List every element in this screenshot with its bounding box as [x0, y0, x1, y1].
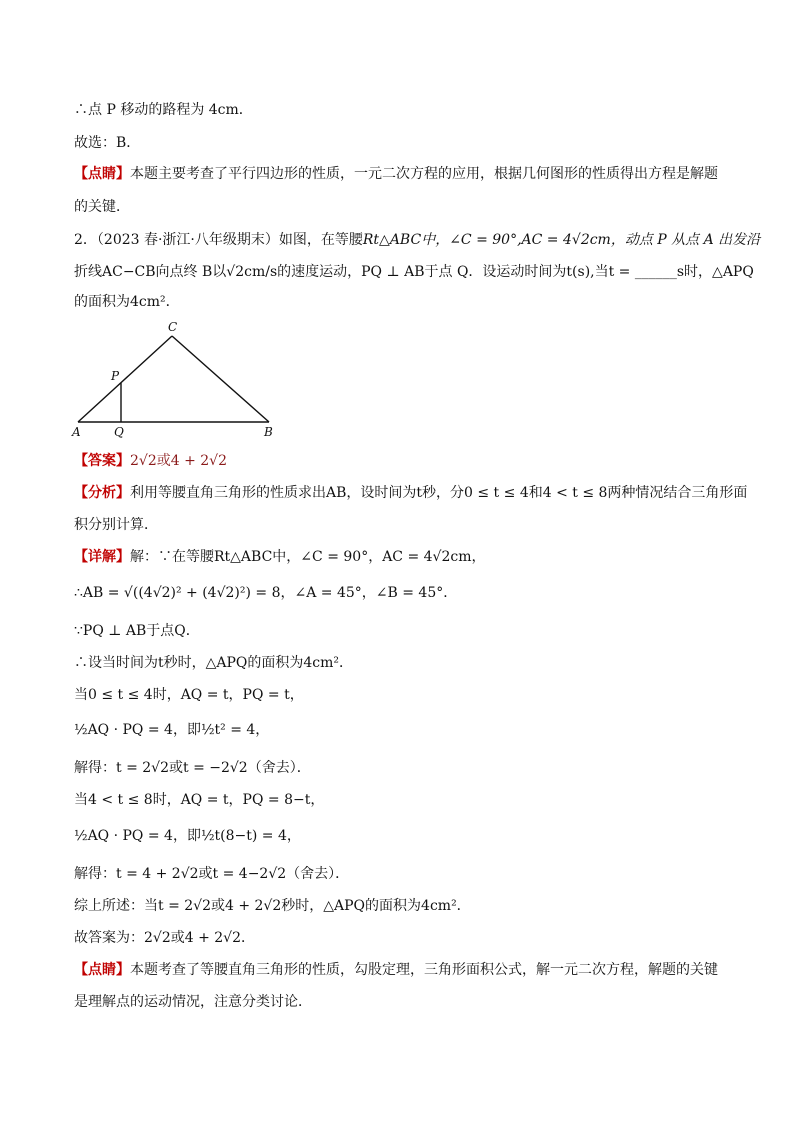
detail-line-8: ½AQ · PQ = 4，即½t(8−t) = 4， — [74, 828, 301, 844]
dianjing2-tag: 【点睛】 — [74, 962, 130, 978]
side-ac — [78, 336, 172, 422]
detail-line-7: 当4 < t ≤ 8时，AQ = t，PQ = 8−t， — [74, 792, 325, 808]
question-2-line2: 折线AC−CB向点终 B以√2cm/s的速度运动，PQ ⊥ AB于点 Q．设运动时间为t(s),当t = ______s时，△APQ — [74, 264, 754, 280]
label-b: B — [264, 425, 273, 439]
prev-conclusion: ∴点 P 移动的路程为 4cm． — [74, 102, 253, 118]
triangle-figure — [60, 315, 290, 440]
answer-value: 2√2或4 + 2√2 — [130, 453, 228, 469]
detail-line-0 — [74, 547, 734, 567]
dianjing2-text: 本题考查了等腰直角三角形的性质，勾股定理，三角形面积公式，解一元二次方程，解题的关键 — [130, 962, 718, 978]
analysis-tag: 【分析】 — [74, 485, 130, 501]
detail-line-2: ∵PQ ⊥ AB于点Q． — [74, 623, 200, 639]
dianjing2-line2: 是理解点的运动情况，注意分类讨论． — [74, 994, 312, 1010]
detail-line-3: ∴设当时间为t秒时，△APQ的面积为4cm²． — [74, 655, 354, 671]
label-a: A — [72, 425, 81, 439]
detail-line-5: ½AQ · PQ = 4，即½t² = 4， — [74, 722, 270, 738]
detail-line-9: 解得：t = 4 + 2√2或t = 4−2√2（舍去）． — [74, 866, 350, 882]
question-2-line1 — [74, 230, 761, 250]
dianjing2-line1 — [74, 960, 734, 980]
label-c: C — [168, 320, 178, 334]
label-p: P — [111, 369, 120, 383]
question-2-prefix: 2．（2023 春·浙江·八年级期末）如图，在等腰 — [74, 232, 363, 248]
question-2-math: Rt△ABC中，∠C = 90°,AC = 4√2cm，动点 P 从点 A 出发沿 — [362, 232, 761, 248]
dianjing-text: 本题主要考查了平行四边形的性质，一元二次方程的应用，根据几何图形的性质得出方程是解题 — [130, 166, 718, 182]
analysis-line1 — [74, 483, 748, 503]
detail-tag: 【详解】 — [74, 549, 130, 565]
detail-line-1: ∴AB = √((4√2)² + (4√2)²) = 8，∠A = 45°，∠B = 45°． — [74, 585, 458, 601]
analysis-line2: 积分别计算． — [74, 517, 158, 533]
prev-dianjing-line2: 的关键． — [74, 199, 130, 215]
detail-text: 解：∵在等腰Rt△ABC中，∠C = 90°，AC = 4√2cm， — [130, 549, 486, 565]
side-cb — [172, 336, 269, 422]
dianjing-tag: 【点睛】 — [74, 166, 130, 182]
prev-choice: 故选：B． — [74, 135, 141, 151]
prev-dianjing-line1 — [74, 164, 734, 184]
detail-line-6: 解得：t = 2√2或t = −2√2（舍去）． — [74, 760, 311, 776]
label-q: Q — [114, 425, 124, 439]
answer-tag: 【答案】 — [74, 453, 130, 469]
answer-line — [74, 451, 734, 471]
question-2-line3: 的面积为4cm²． — [74, 294, 180, 310]
analysis-text: 利用等腰直角三角形的性质求出AB，设时间为t秒，分0 ≤ t ≤ 4和4 < t ≤ 8两种情况结合三角形面 — [130, 485, 748, 501]
detail-line-10: 综上所述：当t = 2√2或4 + 2√2秒时，△APQ的面积为4cm²． — [74, 898, 471, 914]
detail-line-11: 故答案为：2√2或4 + 2√2． — [74, 930, 256, 946]
detail-line-4: 当0 ≤ t ≤ 4时，AQ = t，PQ = t， — [74, 687, 304, 703]
